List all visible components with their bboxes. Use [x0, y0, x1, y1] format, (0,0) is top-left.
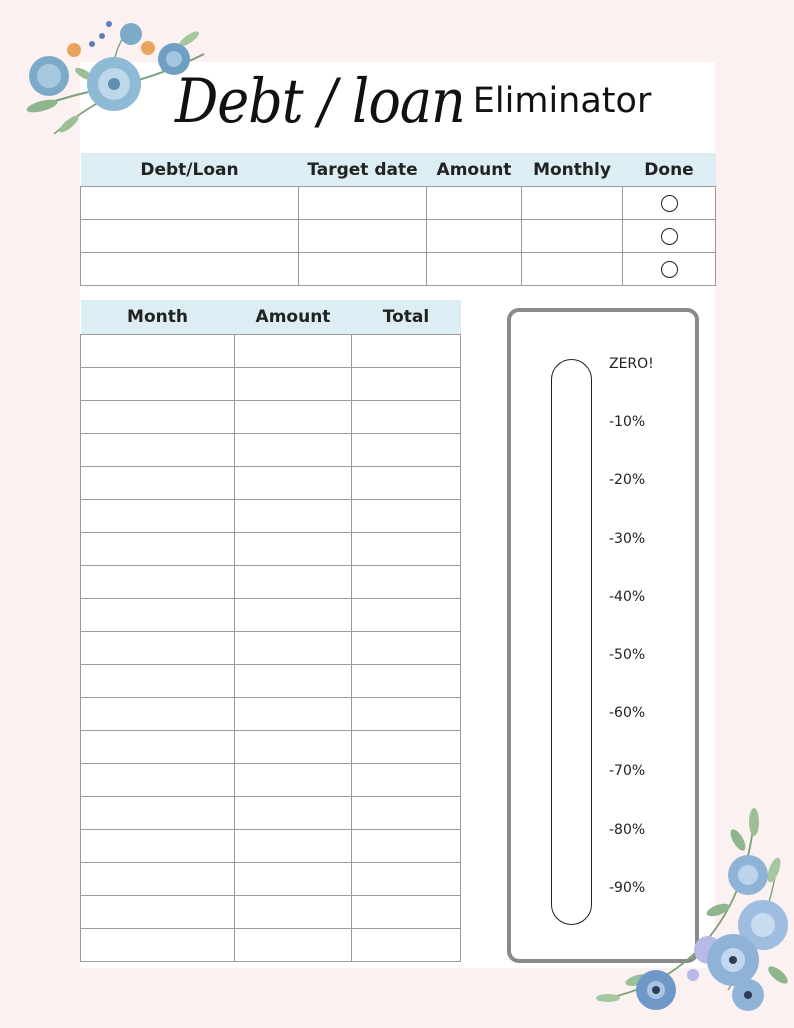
payment-cell[interactable]: [352, 731, 461, 764]
payment-row: [81, 566, 461, 599]
debt-cell[interactable]: [81, 187, 299, 220]
payment-row: [81, 896, 461, 929]
payment-cell[interactable]: [81, 698, 235, 731]
payment-cell[interactable]: [81, 929, 235, 962]
debt-cell[interactable]: [299, 253, 427, 286]
debt-cell[interactable]: [427, 187, 522, 220]
payment-cell[interactable]: [235, 830, 352, 863]
payment-cell[interactable]: [235, 335, 352, 368]
debt-cell[interactable]: [522, 253, 623, 286]
payment-cell[interactable]: [81, 863, 235, 896]
header-target-date: Target date: [299, 153, 427, 187]
done-cell[interactable]: [623, 187, 716, 220]
scale-label: -10%: [609, 414, 646, 431]
payment-cell[interactable]: [81, 566, 235, 599]
payment-row: [81, 500, 461, 533]
payment-cell[interactable]: [81, 467, 235, 500]
debt-cell[interactable]: [522, 187, 623, 220]
payment-cell[interactable]: [235, 566, 352, 599]
payment-cell[interactable]: [81, 335, 235, 368]
payment-row: [81, 764, 461, 797]
payment-row: [81, 368, 461, 401]
payment-cell[interactable]: [235, 401, 352, 434]
scale-label: -20%: [609, 472, 646, 489]
payment-cell[interactable]: [352, 929, 461, 962]
debt-cell[interactable]: [522, 220, 623, 253]
scale-label: ZERO!: [609, 356, 654, 372]
payment-cell[interactable]: [81, 368, 235, 401]
scale-label: -80%: [609, 821, 646, 838]
debt-cell[interactable]: [299, 220, 427, 253]
payment-cell[interactable]: [235, 797, 352, 830]
payment-row: [81, 731, 461, 764]
payment-row: [81, 830, 461, 863]
header-month: Month: [81, 300, 235, 335]
payment-cell[interactable]: [235, 698, 352, 731]
payment-cell[interactable]: [235, 467, 352, 500]
payment-cell[interactable]: [235, 665, 352, 698]
payment-cell[interactable]: [352, 896, 461, 929]
payment-cell[interactable]: [352, 566, 461, 599]
payment-cell[interactable]: [81, 896, 235, 929]
debt-cell[interactable]: [81, 220, 299, 253]
payment-cell[interactable]: [352, 764, 461, 797]
done-cell[interactable]: [623, 253, 716, 286]
payment-row: [81, 467, 461, 500]
payment-row: [81, 698, 461, 731]
page-title: [175, 56, 651, 146]
payment-row: [81, 401, 461, 434]
payment-row: [81, 797, 461, 830]
payment-row: [81, 335, 461, 368]
payment-cell[interactable]: [352, 335, 461, 368]
payment-cell[interactable]: [352, 632, 461, 665]
payment-cell[interactable]: [352, 368, 461, 401]
payment-cell[interactable]: [235, 731, 352, 764]
payment-row: [81, 632, 461, 665]
payment-cell[interactable]: [352, 434, 461, 467]
payment-cell[interactable]: [352, 467, 461, 500]
checkbox-circle-icon[interactable]: [661, 261, 678, 278]
payment-cell[interactable]: [81, 797, 235, 830]
debt-cell[interactable]: [299, 187, 427, 220]
payment-cell[interactable]: [81, 401, 235, 434]
payment-cell[interactable]: [352, 665, 461, 698]
checkbox-circle-icon[interactable]: [661, 228, 678, 245]
payment-cell[interactable]: [81, 665, 235, 698]
payment-cell[interactable]: [81, 830, 235, 863]
payment-cell[interactable]: [81, 731, 235, 764]
payment-row: [81, 863, 461, 896]
scale-label: -30%: [609, 530, 646, 547]
payment-cell[interactable]: [81, 599, 235, 632]
payment-cell[interactable]: [81, 533, 235, 566]
scale-label: -50%: [609, 647, 646, 663]
debt-row: [81, 253, 716, 286]
scale-label: -60%: [609, 705, 646, 722]
header-monthly: Monthly: [522, 153, 623, 187]
payment-row: [81, 533, 461, 566]
scale-label: -90%: [609, 879, 646, 896]
debt-row: [81, 187, 716, 220]
payment-cell[interactable]: [352, 599, 461, 632]
done-cell[interactable]: [623, 220, 716, 253]
payment-cell[interactable]: [352, 797, 461, 830]
checkbox-circle-icon[interactable]: [661, 195, 678, 212]
payment-cell[interactable]: [235, 368, 352, 401]
title-script: Debt / loan: [175, 65, 465, 137]
payment-cell[interactable]: [352, 863, 461, 896]
payment-cell[interactable]: [81, 434, 235, 467]
debt-cell[interactable]: [427, 220, 522, 253]
payment-cell[interactable]: [235, 929, 352, 962]
monthly-payments-table: [80, 300, 461, 962]
header-amount: Amount: [427, 153, 522, 187]
payment-cell[interactable]: [352, 401, 461, 434]
debt-row: [81, 220, 716, 253]
payment-cell[interactable]: [352, 500, 461, 533]
floral-bottom-right-icon: [578, 800, 794, 1028]
payment-cell[interactable]: [81, 632, 235, 665]
payment-cell[interactable]: [235, 500, 352, 533]
payment-row: [81, 665, 461, 698]
payment-cell[interactable]: [235, 533, 352, 566]
scale-label: -40%: [609, 588, 646, 605]
debt-cell[interactable]: [81, 253, 299, 286]
payment-row: [81, 929, 461, 962]
scale-label: -70%: [609, 763, 646, 780]
payment-cell[interactable]: [235, 632, 352, 665]
payment-cell[interactable]: [235, 896, 352, 929]
payment-row: [81, 599, 461, 632]
payment-cell[interactable]: [81, 764, 235, 797]
title-sans: Eliminator: [472, 81, 652, 121]
payment-cell[interactable]: [235, 764, 352, 797]
header-done: Done: [623, 153, 716, 187]
header-payment-amount: Amount: [235, 300, 352, 335]
debt-loan-table: [80, 153, 716, 286]
payment-cell[interactable]: [235, 434, 352, 467]
payment-row: [81, 434, 461, 467]
header-debt-loan: Debt/Loan: [81, 153, 299, 187]
payment-cell[interactable]: [81, 500, 235, 533]
payment-cell[interactable]: [352, 533, 461, 566]
debt-cell[interactable]: [427, 253, 522, 286]
header-total: Total: [352, 300, 461, 335]
payment-cell[interactable]: [235, 599, 352, 632]
payment-cell[interactable]: [235, 863, 352, 896]
payment-cell[interactable]: [352, 830, 461, 863]
payment-cell[interactable]: [352, 698, 461, 731]
